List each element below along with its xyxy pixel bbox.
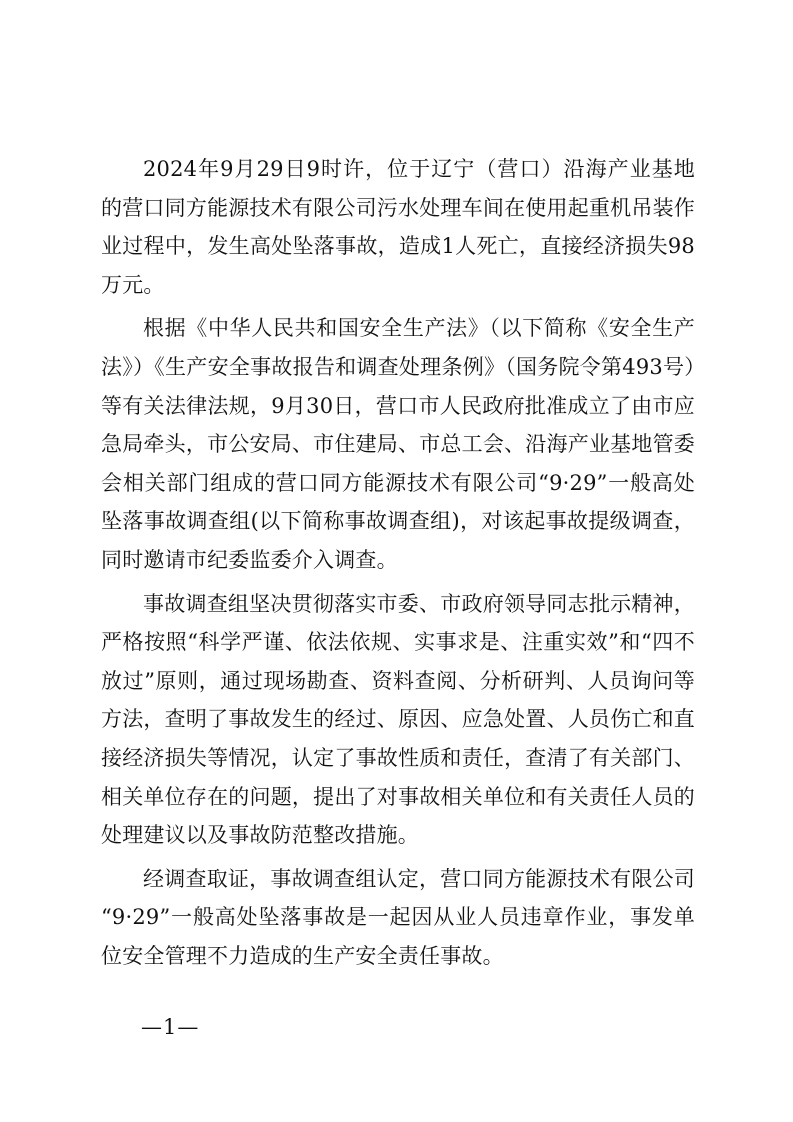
paragraph-accident-summary: 2024年9月29日9时许，位于辽宁（营口）沿海产业基地的营口同方能源技术有限公司污水处理车间在使用起重机吊装作业过程中，发生高处坠落事故，造成1人死亡，直接经济损失98万元。 <box>101 157 695 297</box>
page-number: —1— <box>141 1015 200 1039</box>
paragraph-accident-conclusion: 经调查取证，事故调查组认定，营口同方能源技术有限公司“9·29”一般高处坠落事故是一起因从业人员违章作业，事发单位安全管理不力造成的生产安全责任事故。 <box>101 866 695 968</box>
document-body <box>101 150 695 980</box>
paragraph-investigation-process: 事故调查组坚决贯彻落实市委、市政府领导同志批示精神，严格按照“科学严谨、依法依规、实事求是、注重实效”和“四不放过”原则，通过现场勘查、资料查阅、分析研判、人员询问等方法，查明了事故发生的经过、原因、应急处置、人员伤亡和直接经济损失等情况，认定了事故性质和责任，查清了有关部门、相关单位存在的问题，提出了对事故相关单位和有关责任人员的处理建议以及事故防范整改措施。 <box>101 591 695 848</box>
paragraph-investigation-basis: 根据《中华人民共和国安全生产法》（以下简称《安全生产法》）《生产安全事故报告和调查处理条例》（国务院令第493号）等有关法律法规，9月30日，营口市人民政府批准成立了由市应急局牵头，市公安局、市住建局、市总工会、沿海产业基地管委会相关部门组成的营口同方能源技术有限公司“9·29”一般高处坠落事故调查组(以下简称事故调查组)，对该起事故提级调查，同时邀请市纪委监委介入调查。 <box>101 316 695 572</box>
